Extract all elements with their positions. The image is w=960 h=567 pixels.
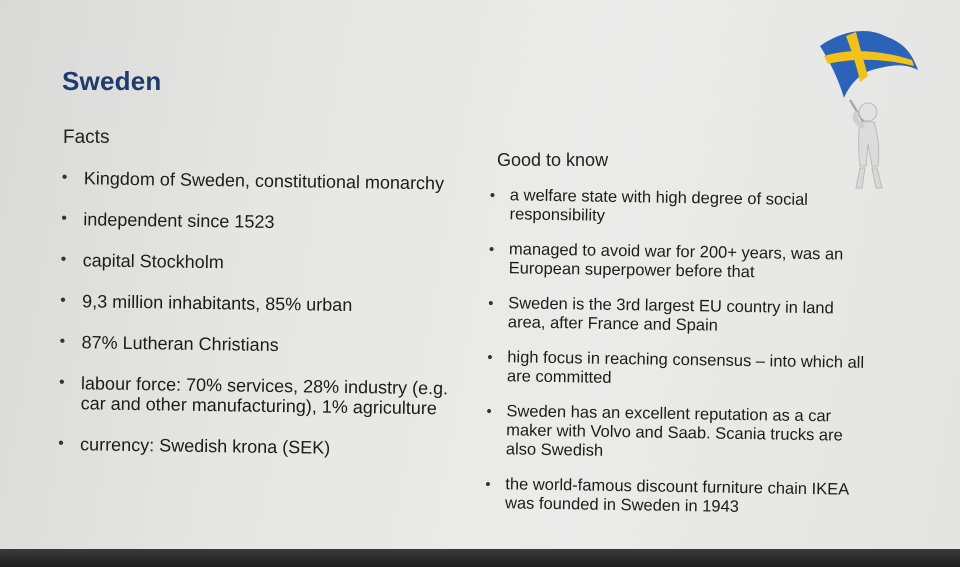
list-item: • a welfare state with high degree of social responsibility — [489, 186, 868, 230]
list-item: • Sweden has an excellent reputation as a car maker with Volvo and Saab. Scania trucks are also Swedish — [486, 402, 865, 465]
screen-bezel — [0, 549, 960, 567]
good-to-know-heading: Good to know — [497, 150, 609, 170]
list-item: • capital Stockholm — [61, 250, 471, 276]
list-item: • labour force: 70% services, 28% industry (e.g. car and other manufacturing), 1% agriculture — [59, 373, 470, 419]
list-item: • 9,3 million inhabitants, 85% urban — [60, 291, 470, 317]
list-item: • 87% Lutheran Christians — [59, 332, 469, 358]
list-item: • managed to avoid war for 200+ years, was an European superpower before that — [489, 240, 868, 284]
list-item: • Sweden is the 3rd largest EU country in land area, after France and Spain — [488, 294, 867, 338]
flag-bearer-figure-icon — [810, 18, 930, 198]
list-item: • high focus in reaching consensus – into which all are committed — [487, 348, 866, 392]
list-item: • the world-famous discount furniture chain IKEA was founded in Sweden in 1943 — [485, 475, 864, 519]
list-item: • independent since 1523 — [61, 209, 471, 235]
good-to-know-list — [485, 186, 868, 535]
slide-title: Sweden — [62, 66, 162, 96]
list-item: • Kingdom of Sweden, constitutional monarchy — [62, 168, 472, 194]
facts-heading: Facts — [63, 127, 110, 148]
facts-list — [58, 168, 472, 481]
list-item: • currency: Swedish krona (SEK) — [58, 434, 468, 460]
